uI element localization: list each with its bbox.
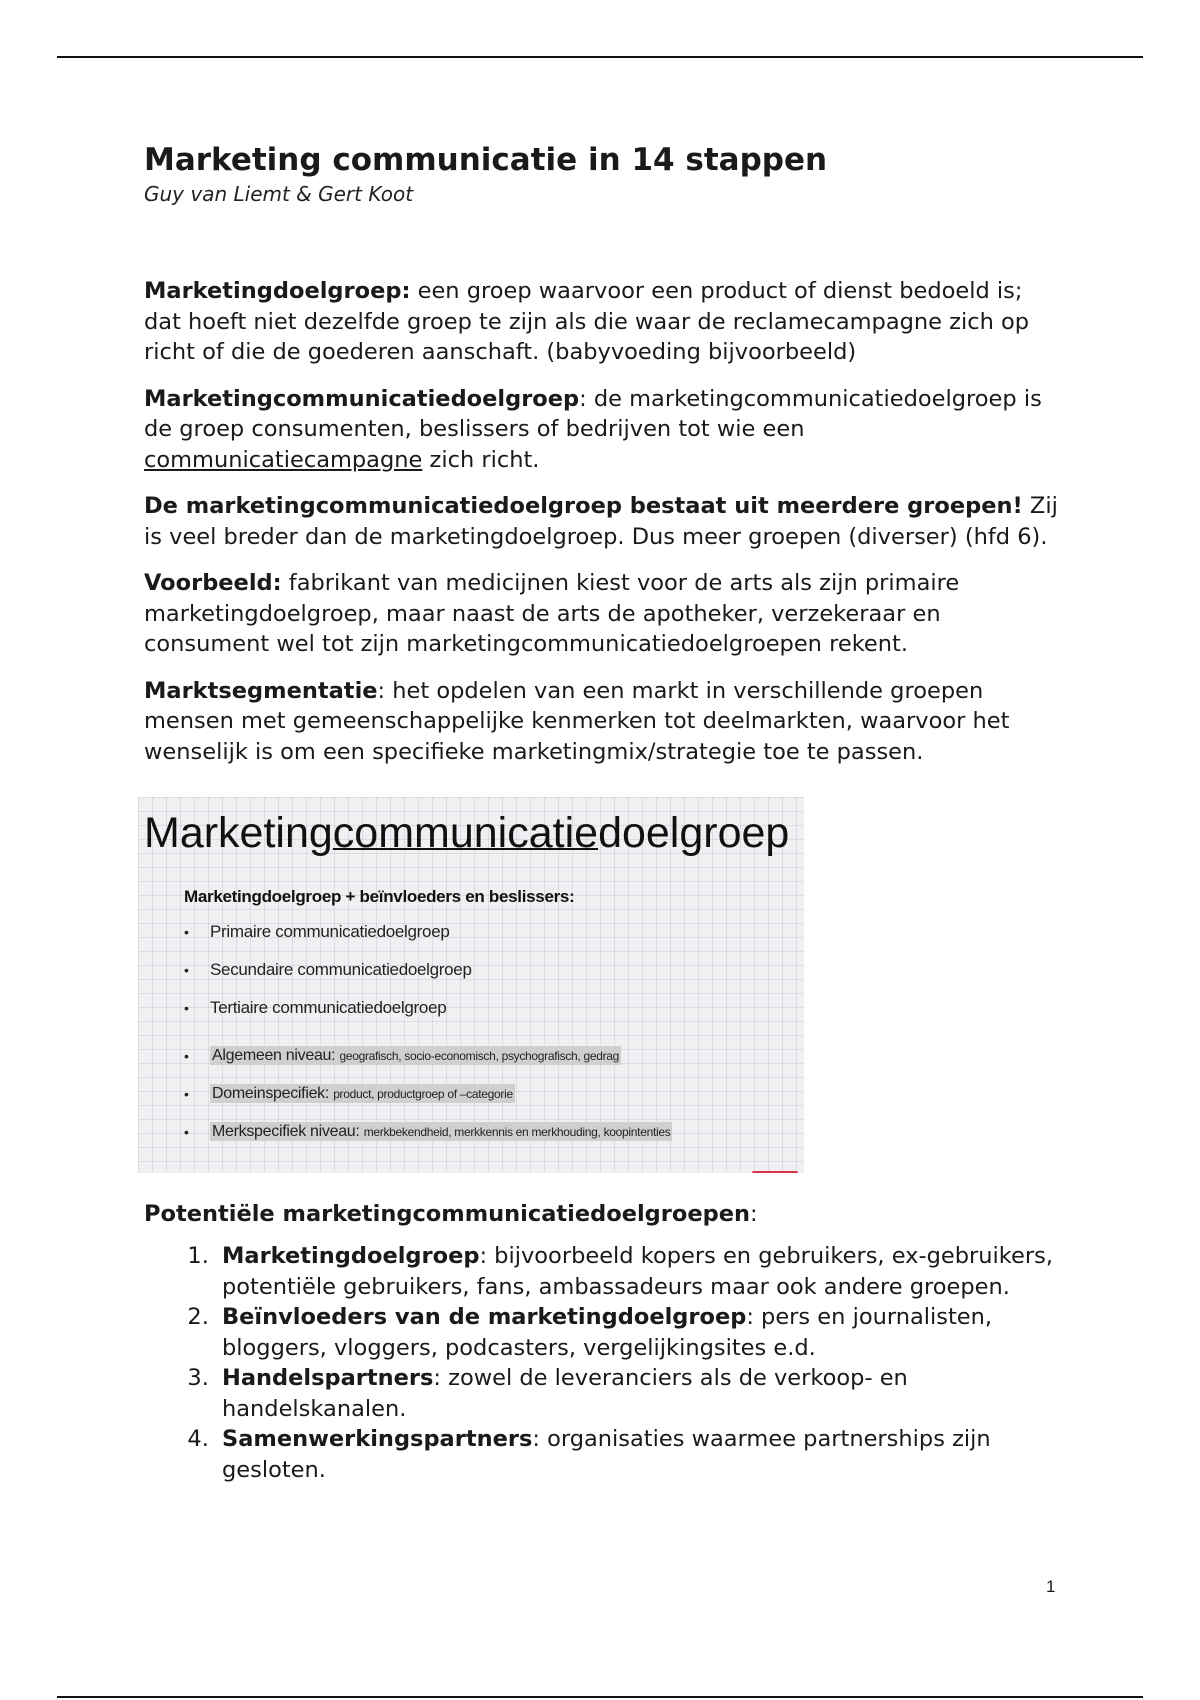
slide-title bbox=[144, 807, 789, 859]
paragraph-voorbeeld bbox=[144, 568, 1064, 660]
paragraph-marktsegmentatie bbox=[144, 676, 1064, 768]
communicatiecampagne-link[interactable]: communicatiecampagne bbox=[144, 446, 423, 473]
slide-level-item bbox=[184, 1037, 672, 1075]
term: Marketingdoelgroep: bbox=[144, 278, 411, 304]
level-detail: merkbekendheid, merkkennis en merkhouding, koopintenties bbox=[363, 1125, 671, 1139]
slide-group-list bbox=[184, 913, 472, 1027]
slide-bullet-item bbox=[184, 951, 472, 989]
bullet-icon: • bbox=[184, 1124, 189, 1140]
level-detail: geografisch, socio-economisch, psychografisch, gedrag bbox=[339, 1049, 620, 1063]
slide-red-marker bbox=[752, 1171, 798, 1173]
document-body bbox=[144, 140, 1064, 1485]
slide-subtitle: Marketingdoelgroep + beïnvloeders en beslissers: bbox=[184, 887, 575, 906]
term: De marketingcommunicatiedoelgroep bestaat uit meerdere groepen! bbox=[144, 493, 1023, 519]
definition-text: : het opdelen van een markt in verschillende groepen mensen met gemeenschappelijke kenmerken tot deelmarkten, waarvoor het wenselijk is om een specifieke marketingmix/strategie toe te passen. bbox=[144, 677, 1010, 765]
bullet-icon: • bbox=[184, 1086, 189, 1102]
definition-text: Zij is veel breder dan de marketingdoelgroep. Dus meer groepen (diverser) (hfd 6). bbox=[144, 493, 1058, 550]
slide-bullet-text: Tertiaire communicatiedoelgroep bbox=[210, 998, 447, 1017]
term: Voorbeeld: bbox=[144, 570, 282, 596]
slide-bullet-text: Secundaire communicatiedoelgroep bbox=[210, 960, 472, 979]
definitions bbox=[144, 276, 1064, 767]
bullet-icon: • bbox=[184, 962, 189, 978]
bullet-icon: • bbox=[184, 1048, 189, 1064]
list-item-term: Marketingdoelgroep bbox=[222, 1243, 480, 1269]
list-item bbox=[216, 1241, 1064, 1302]
slide-bullet-text: Primaire communicatiedoelgroep bbox=[210, 922, 450, 941]
definition-text: : de marketingcommunicatiedoelgroep is de groep consumenten, beslissers of bedrijven tot wie een bbox=[144, 385, 1042, 442]
document-authors: Guy van Liemt & Gert Koot bbox=[144, 182, 414, 206]
definition-text: zich richt. bbox=[422, 446, 540, 473]
paragraph-meerdere-groepen bbox=[144, 491, 1064, 552]
list-item bbox=[216, 1302, 1064, 1363]
slide-title-part: doelgroep bbox=[598, 809, 790, 857]
list-item-term: Handelspartners bbox=[222, 1365, 434, 1391]
page-top-rule bbox=[57, 56, 1143, 58]
potential-list bbox=[144, 1241, 1064, 1485]
slide-title-underlined: communicatie bbox=[332, 809, 599, 857]
list-item-text: : bijvoorbeeld kopers en gebruikers, ex-gebruikers, potentiële gebruikers, fans, ambassadeurs maar ook andere groepen. bbox=[222, 1243, 1053, 1300]
list-item-text: : organisaties waarmee partnerships zijn gesloten. bbox=[222, 1426, 991, 1483]
potential-heading bbox=[144, 1199, 1064, 1229]
list-item bbox=[216, 1363, 1064, 1424]
page-bottom-rule bbox=[57, 1696, 1143, 1698]
potential-heading-colon: : bbox=[749, 1201, 758, 1227]
slide-level-list bbox=[184, 1037, 672, 1151]
highlighted-level bbox=[210, 1046, 621, 1065]
highlighted-level bbox=[210, 1084, 515, 1103]
paragraph-marketingdoelgroep bbox=[144, 276, 1064, 368]
term: Marketingcommunicatiedoelgroep bbox=[144, 385, 580, 412]
slide-level-item bbox=[184, 1075, 672, 1113]
definition-text: een groep waarvoor een product of dienst bedoeld is; dat hoeft niet dezelfde groep te zijn als die waar de reclamecampagne zich op richt of die de goederen aanschaft. (babyvoeding bijvoorbeeld) bbox=[144, 278, 1030, 365]
paragraph-marketingcommunicatiedoelgroep bbox=[144, 384, 1064, 476]
list-item-term: Beïnvloeders van de marketingdoelgroep bbox=[222, 1304, 747, 1330]
level-label: Merkspecifiek niveau: bbox=[212, 1123, 360, 1140]
slide-title-part: Marketing bbox=[144, 809, 333, 857]
slide-bullet-item bbox=[184, 989, 472, 1027]
highlighted-level bbox=[210, 1122, 672, 1141]
list-item-term: Samenwerkingspartners bbox=[222, 1426, 533, 1452]
slide-level-item bbox=[184, 1113, 672, 1151]
slide-image bbox=[138, 797, 804, 1173]
level-label: Algemeen niveau: bbox=[212, 1047, 336, 1064]
definition-text: fabrikant van medicijnen kiest voor de arts als zijn primaire marketingdoelgroep, maar naast de arts de apotheker, verzekeraar en consument wel tot zijn marketingcommunicatiedoelgroepen rekent. bbox=[144, 570, 960, 657]
level-detail: product, productgroep of –categorie bbox=[333, 1087, 513, 1101]
list-item bbox=[216, 1424, 1064, 1485]
bullet-icon: • bbox=[184, 924, 189, 940]
level-label: Domeinspecifiek: bbox=[212, 1085, 330, 1102]
potential-heading-text: Potentiële marketingcommunicatiedoelgroepen bbox=[144, 1201, 750, 1227]
list-item-text: : pers en journalisten, bloggers, vloggers, podcasters, vergelijkingsites e.d. bbox=[222, 1304, 993, 1361]
slide-bullet-item bbox=[184, 913, 472, 951]
term: Marktsegmentatie bbox=[144, 677, 378, 704]
page-number: 1 bbox=[1046, 1577, 1056, 1596]
document-title: Marketing communicatie in 14 stappen bbox=[144, 142, 828, 178]
bullet-icon: • bbox=[184, 1000, 189, 1016]
list-item-text: : zowel de leveranciers als de verkoop- en handelskanalen. bbox=[222, 1365, 908, 1422]
